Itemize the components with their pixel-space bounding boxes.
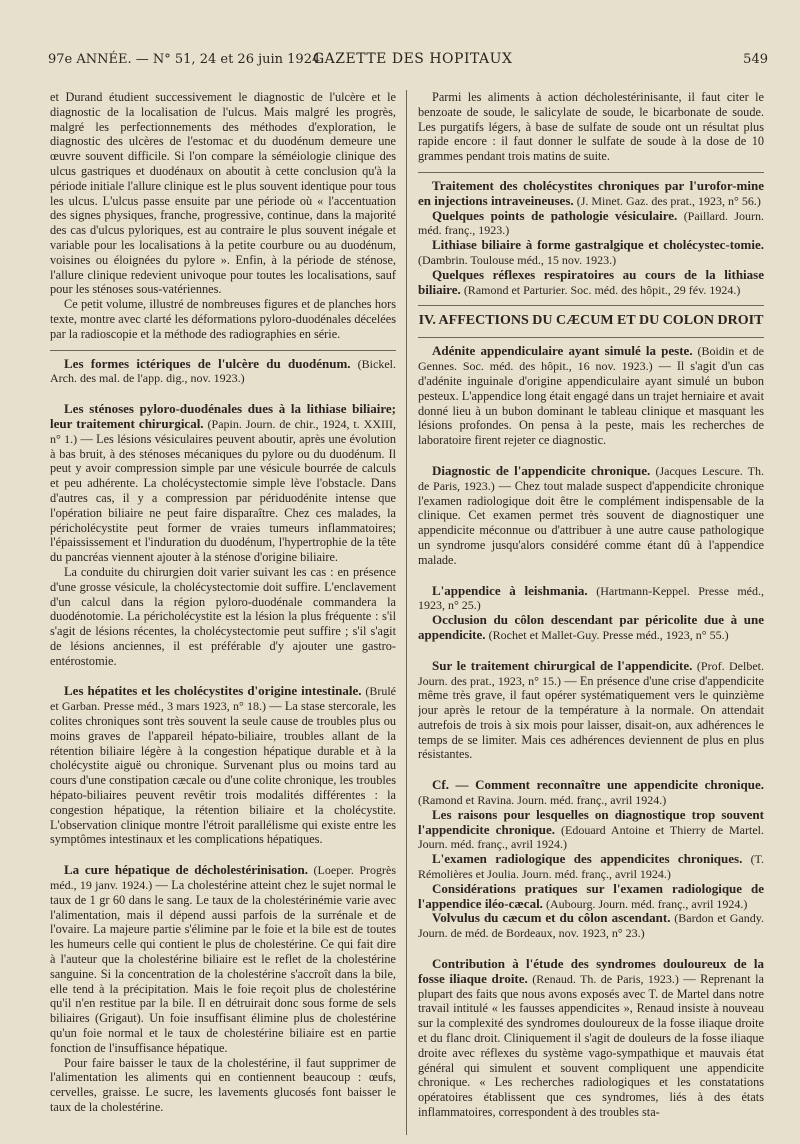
entry-body: — Les lésions vésiculaires peuvent aboutir, après une évolution à bas bruit, à des sténoses mécaniques du pylore ou du duodénum. Il peut y avoir compression simple par une vésicule bourrée de calculs et peu adhérente. La cholécystectomie simple lève l'obstacle. Dans d'autres cas, il y a compression par périduodénite intense que l'opération biliaire ne peut faire disparaître. Chez ces malades, la péricholécystite peut former de vraies tumeurs inflammatoires; l'épaississement et l'induration du duodénum, l'hypertrophie de la tête du pancréas viennent ajouter à la sténose d'origine biliaire. xyxy=(50,431,396,565)
entry-title: Considérations pratiques sur l'examen radiologique de l'appendice iléo-cæcal. xyxy=(418,880,764,911)
entry-title: L'examen radiologique des appendicites chroniques. xyxy=(432,851,743,867)
entry-reference: (Renaud. Th. de Paris, 1923.) xyxy=(532,971,679,986)
page-number: 549 xyxy=(743,52,768,67)
abstract-entry xyxy=(418,882,764,912)
abstract-entry xyxy=(418,238,764,268)
entry-title: Volvulus du cæcum et du côlon ascendant. xyxy=(432,910,671,926)
entry-title: Occlusion du côlon descendant par péricolite due à une appendicite. xyxy=(418,612,764,642)
entry-body: — La cholestérine atteint chez le sujet normal le taux de 1 gr 60 dans le sang. Le taux de la cholestérinémie varie avec l'alimentation, mais il dépend aussi parfois de la surrénale et de l'ovaire. La majeure partie s'élimine par le foie et la bile est de toutes les humeurs celle qui contient le plus de cholestérine. Ce qui fait dire à l'auteur que la cholestérine biliaire est le reflet de la cholestérine sanguine. Si la concentration de la cholestérine s'accroît dans la bile, elle tend à la précipitation. Mais le foie reçoit plus de cholestérine qu'il n'en restitue par la bile. Il en détruirait donc sous forme de sels biliaires (Grigaut). Un foie insuffisant élimine plus de cholestérine qu'un foie normal et le taux de cholestérine biliaire est en partie fonction de l'insuffisance hépatique. xyxy=(50,878,396,1055)
separator-rule xyxy=(418,337,764,338)
entry-title: Diagnostic de l'appendicite chronique. xyxy=(432,462,651,478)
entry-body: — Il s'agit d'un cas d'adénite inguinale d'origine appendiculaire ayant simulé un bubon pesteux. L'appendice long était engagé dans un trajet herniaire et avait donné lieu à un bubon dominant le tableau clinique et masquant les lésions profondes. On pensa à la peste, mais les recherches de laboratoire firent rejeter ce diagnostic. xyxy=(418,359,764,448)
entry-reference: (T. Rémolières et Joulia. Journ. méd. franç., avril 1924.) xyxy=(418,852,764,882)
entry-reference: (Ramond et Parturier. Soc. méd. des hôpit., 29 fév. 1924.) xyxy=(463,282,741,297)
separator-rule xyxy=(418,305,764,306)
entry-title: L'appendice à leishmania. xyxy=(432,582,588,598)
entry-title: Les raisons pour lesquelles on diagnostique trop souvent l'appendicite chronique. xyxy=(418,806,764,837)
abstract-entry xyxy=(418,852,764,882)
right-column xyxy=(418,90,764,1140)
entry-reference: (Edouard Antoine et Thierry de Martel. Journ. méd. franç., avril 1924.) xyxy=(418,822,764,852)
abstract-entry xyxy=(418,344,764,448)
abstract-entry xyxy=(50,402,396,565)
paragraph: et Durand étudient successivement le diagnostic de l'ulcère et le diagnostic de la localisation de l'ulcus. Mais malgré les progrès, malgré les perfectionnements des méthodes d'exploration, le diagnostic des ulcères de l'estomac et du duodénum demeure une œuvre souvent difficile. Si l'on compare la séméiologie clinique des ulcus gastriques et duodénaux on aboutit à cette conclusion qu'à la période initiale l'allure clinique est le plus souvent identique pour tous les ulcus. L'ulcus passe ensuite par une période où « l'accentuation des signes physiques, franche, progressive, continue, dans la majorité des cas d'ulcus pyloriques, est au contraire le plus souvent inégale et variable pour les localisations à la petite courbure ou au duodénum, voisines ou éloignées du pylore ». Enfin, à la période de sténose, l'allure clinique redevient univoque pour toutes les localisations, sauf pour les sténoses sous-vatériennes. xyxy=(50,90,396,297)
paragraph: Ce petit volume, illustré de nombreuses figures et de planches hors texte, montre avec clarté les déformations pyloro-duodénales décelées par la radioscopie et la méthode des radiographies en série. xyxy=(50,297,396,341)
abstract-entry xyxy=(50,684,396,847)
left-column xyxy=(50,90,396,1140)
paragraph: Pour faire baisser le taux de la cholestérine, il faut supprimer de l'alimentation les aliments qui en contiennent beaucoup : œufs, cervelles, graisse. Le sucre, les lavements glucosés font baisser le taux de la cholestérine. xyxy=(50,1055,396,1114)
paragraph: La conduite du chirurgien doit varier suivant les cas : en présence d'une grosse vésicule, la cholécystectomie doit suffire. L'enclavement d'un calcul dans la région pyloro-duodénale commandera la duodénotomie. La péricholécystite est la lésion la plus fréquente : s'il s'agit de lésions récentes, la cholécystectomie peut suffire ; s'il s'agit de lésions anciennes, il est préférable d'y ajouter une gastro-entérostomie. xyxy=(50,564,396,668)
entry-reference: (Papin. Journ. de chir., 1924, t. XXIII, n° 1.) xyxy=(50,416,396,446)
abstract-entry xyxy=(418,209,764,239)
entry-title: Lithiase biliaire à forme gastralgique et cholécystec-tomie. xyxy=(432,237,764,253)
entry-title: Les sténoses pyloro-duodénales dues à la lithiase biliaire; leur traitement chirurgical. xyxy=(50,401,396,431)
entry-reference: (Rochet et Mallet-Guy. Presse méd., 1923, n° 55.) xyxy=(488,627,729,642)
entry-reference: (Boidin et de Gennes. Soc. méd. des hôpit., 16 nov. 1923.) xyxy=(418,344,764,374)
entry-title: Les formes ictériques de l'ulcère du duodénum. xyxy=(64,355,351,371)
entry-reference: (Ramond et Ravina. Journ. méd. franç., avril 1924.) xyxy=(418,793,667,808)
entry-reference: (J. Minet. Gaz. des prat., 1923, n° 56.) xyxy=(576,193,761,208)
entry-title: Contribution à l'étude des syndromes douloureux de la fosse iliaque droite. xyxy=(418,956,764,986)
separator-rule xyxy=(418,172,764,173)
entry-title: Les hépatites et les cholécystites d'origine intestinale. xyxy=(64,683,362,699)
abstract-entry xyxy=(50,863,396,1055)
abstract-entry xyxy=(418,613,764,643)
entry-title: Sur le traitement chirurgical de l'appendicite. xyxy=(432,657,693,673)
entry-title: Quelques points de pathologie vésiculaire. xyxy=(432,207,678,223)
entry-reference: (Paillard. Journ. méd. franç., 1923.) xyxy=(418,208,764,238)
entry-title: La cure hépatique de décholestérinisation. xyxy=(64,862,308,878)
abstract-entry xyxy=(418,808,764,852)
separator-rule xyxy=(50,350,396,351)
abstract-entry xyxy=(418,957,764,1120)
entry-reference: (Bardon et Gandy. Journ. de méd. de Bordeaux, nov. 1923, n° 23.) xyxy=(418,911,764,941)
section-heading: IV. AFFECTIONS DU CÆCUM ET DU COLON DROIT xyxy=(418,313,764,329)
paragraph: Parmi les aliments à action décholestérinisante, il faut citer le benzoate de soude, le salicylate de soude, le bicarbonate de soude. Les purgatifs légers, à base de sulfate de soude ont un résultat plus rapide encore : il faut donner le sulfate de soude à la dose de 10 grammes pendant trois matins de suite. xyxy=(418,90,764,164)
abstract-entry xyxy=(418,911,764,941)
abstract-entry xyxy=(50,357,396,387)
entry-body: — Reprenant la plupart des faits que nous avons exposés avec T. de Martel dans notre travail intitulé « les fausses appendicites », Renaud insiste à nouveau sur la complexité des syndromes douloureux de la fosse iliaque droite et du flanc droit. Cliniquement il s'agit de douleurs de la fosse iliaque droite avec réflexes du système vago-sympathique et mauvais état général qui simulent et souvent compliquent une appendicite chronique. « Les recherches radiologiques et les constatations opératoires établissent que ces syndromes, liés à des états inflammatoires, correspondent à des troubles sta- xyxy=(418,971,764,1120)
abstract-entry xyxy=(418,659,764,763)
entry-reference: (Hartmann-Keppel. Presse méd., 1923, n° 25.) xyxy=(418,583,764,613)
entry-body: — Chez tout malade suspect d'appendicite chronique l'examen radiologique doit être le complément indispensable de la clinique. Cet examen permet très souvent de diagnostiquer une appendicite méconnue ou d'attribuer à une autre cause pathologique un syndrome jusqu'alors considéré comme étant dû à l'appendice malade. xyxy=(418,478,764,567)
entry-title: Adénite appendiculaire ayant simulé la peste. xyxy=(432,343,693,359)
entry-reference: (Dambrin. Toulouse méd., 15 nov. 1923.) xyxy=(418,252,617,267)
abstract-entry xyxy=(418,268,764,298)
abstract-entry xyxy=(418,179,764,209)
abstract-entry xyxy=(418,584,764,614)
abstract-entry xyxy=(418,778,764,808)
entry-reference: (Bickel. Arch. des mal. de l'app. dig., nov. 1923.) xyxy=(50,356,396,386)
entry-body: — En présence d'une crise d'appendicite même très grave, il faut opérer systématiquement vers le quinzième jour après le retour de la température à la normale. On attendait autrefois de trois à six mois pour laisser, disait-on, aux adhérences le temps de se limiter. Mais ces adhérences deviennent de plus en plus résistantes. xyxy=(418,673,764,762)
abstract-entry xyxy=(418,464,764,568)
entry-reference: (Brulé et Garban. Presse méd., 3 mars 1923, n° 18.) xyxy=(50,684,396,714)
journal-title: GAZETTE DES HOPITAUX xyxy=(313,51,513,67)
entry-title: Traitement des cholécystites chroniques par l'urofor-mine en injections intraveineuses. xyxy=(418,177,764,208)
column-divider xyxy=(406,90,407,1135)
entry-title: Cf. — Comment reconnaître une appendicite chronique. xyxy=(432,777,764,793)
entry-body: — La stase stercorale, les colites chroniques sont très souvent la seule cause de troubles plus ou moins graves de l'appareil hépato-biliaire, troubles allant de la rétention biliaire légère à la congestion hépatique durable et à la cholécystite aiguë ou chronique. Survenant plus ou moins tard au cours d'une constipation cæcale ou d'une colite chronique, les troubles hépato-biliaires peuvent revêtir trois modalités différentes : la congestion hépatique, la rétention biliaire et la cholécystite. L'observation clinique montre l'étroit parallélisme qui existe entre les symptômes intestinaux et les complications hépatiques. xyxy=(50,699,396,847)
entry-reference: (Jacques Lescure. Th. de Paris, 1923.) xyxy=(418,463,764,493)
entry-reference: (Prof. Delbet. Journ. des prat., 1923, n° 15.) xyxy=(418,658,764,688)
entry-reference: (Aubourg. Journ. méd. franç., avril 1924.) xyxy=(546,896,748,911)
entry-title: Quelques réflexes respiratoires au cours de la lithiase biliaire. xyxy=(418,266,764,297)
running-header xyxy=(48,50,768,74)
entry-reference: (Loeper. Progrès méd., 19 janv. 1924.) xyxy=(50,863,396,893)
issue-info: 97e ANNÉE. — N° 51, 24 et 26 juin 1924. xyxy=(48,52,325,67)
